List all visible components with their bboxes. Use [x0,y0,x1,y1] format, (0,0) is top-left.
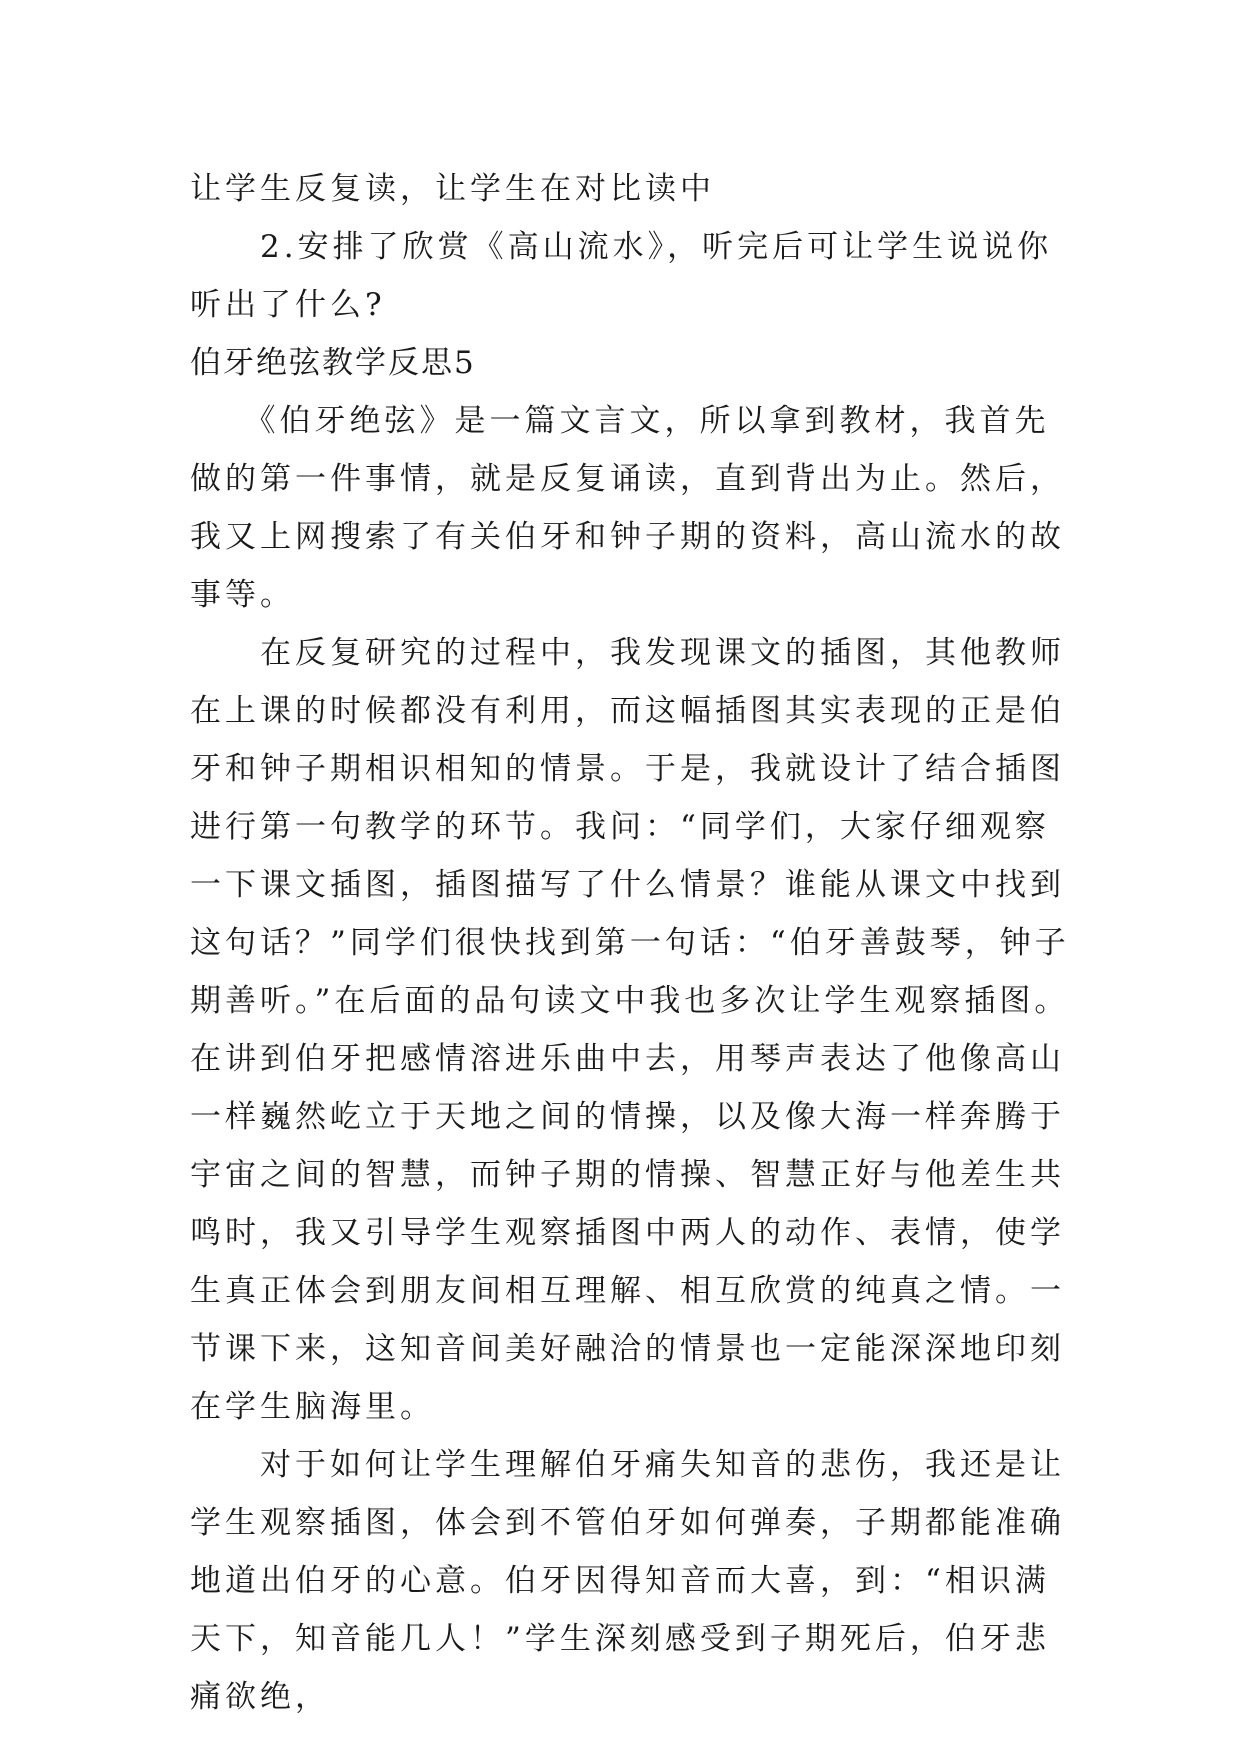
paragraph-grief: 对于如何让学生理解伯牙痛失知音的悲伤，我还是让学生观察插图，体会到不管伯牙如何弹奏，子期都能准确地道出伯牙的心意。伯牙因得知音而大喜，到：“相识满天下，知音能几人！”学生深刻感受到子期死后，伯牙悲痛欲绝， [190,1447,1065,1715]
paragraph-illustration: 在反复研究的过程中，我发现课文的插图，其他教师在上课的时候都没有利用，而这幅插图其实表现的正是伯牙和钟子期相识相知的情景。于是，我就设计了结合插图进行第一句教学的环节。我问：“同学们，大家仔细观察一下课文插图，插图描写了什么情景？谁能从课文中找到这句话？”同学们很快找到第一句话：“伯牙善鼓琴，钟子期善听。”在后面的品句读文中我也多次让学生观察插图。在讲到伯牙把感情溶进乐曲中去，用琴声表达了他像高山一样巍然屹立于天地之间的情操，以及像大海一样奔腾于宇宙之间的智慧，而钟子期的情操、智慧正好与他差生共鸣时，我又引导学生观察插图中两人的动作、表情，使学生真正体会到朋友间相互理解、相互欣赏的纯真之情。一节课下来，这知音间美好融洽的情景也一定能深深地印刻在学生脑海里。 [190,635,1070,1425]
paragraph-continuation: 让学生反复读，让学生在对比读中 [190,171,715,207]
paragraph-intro: 《伯牙绝弦》是一篇文言文，所以拿到教材，我首先做的第一件事情，就是反复诵读，直到背出为止。然后，我又上网搜索了有关伯牙和钟子期的资料，高山流水的故事等。 [190,403,1065,613]
paragraph-list-item-2: 2.安排了欣赏《高山流水》，听完后可让学生说说你听出了什么? [190,229,1053,323]
section-heading: 伯牙绝弦教学反思5 [190,345,476,381]
document-body [190,160,1070,1726]
